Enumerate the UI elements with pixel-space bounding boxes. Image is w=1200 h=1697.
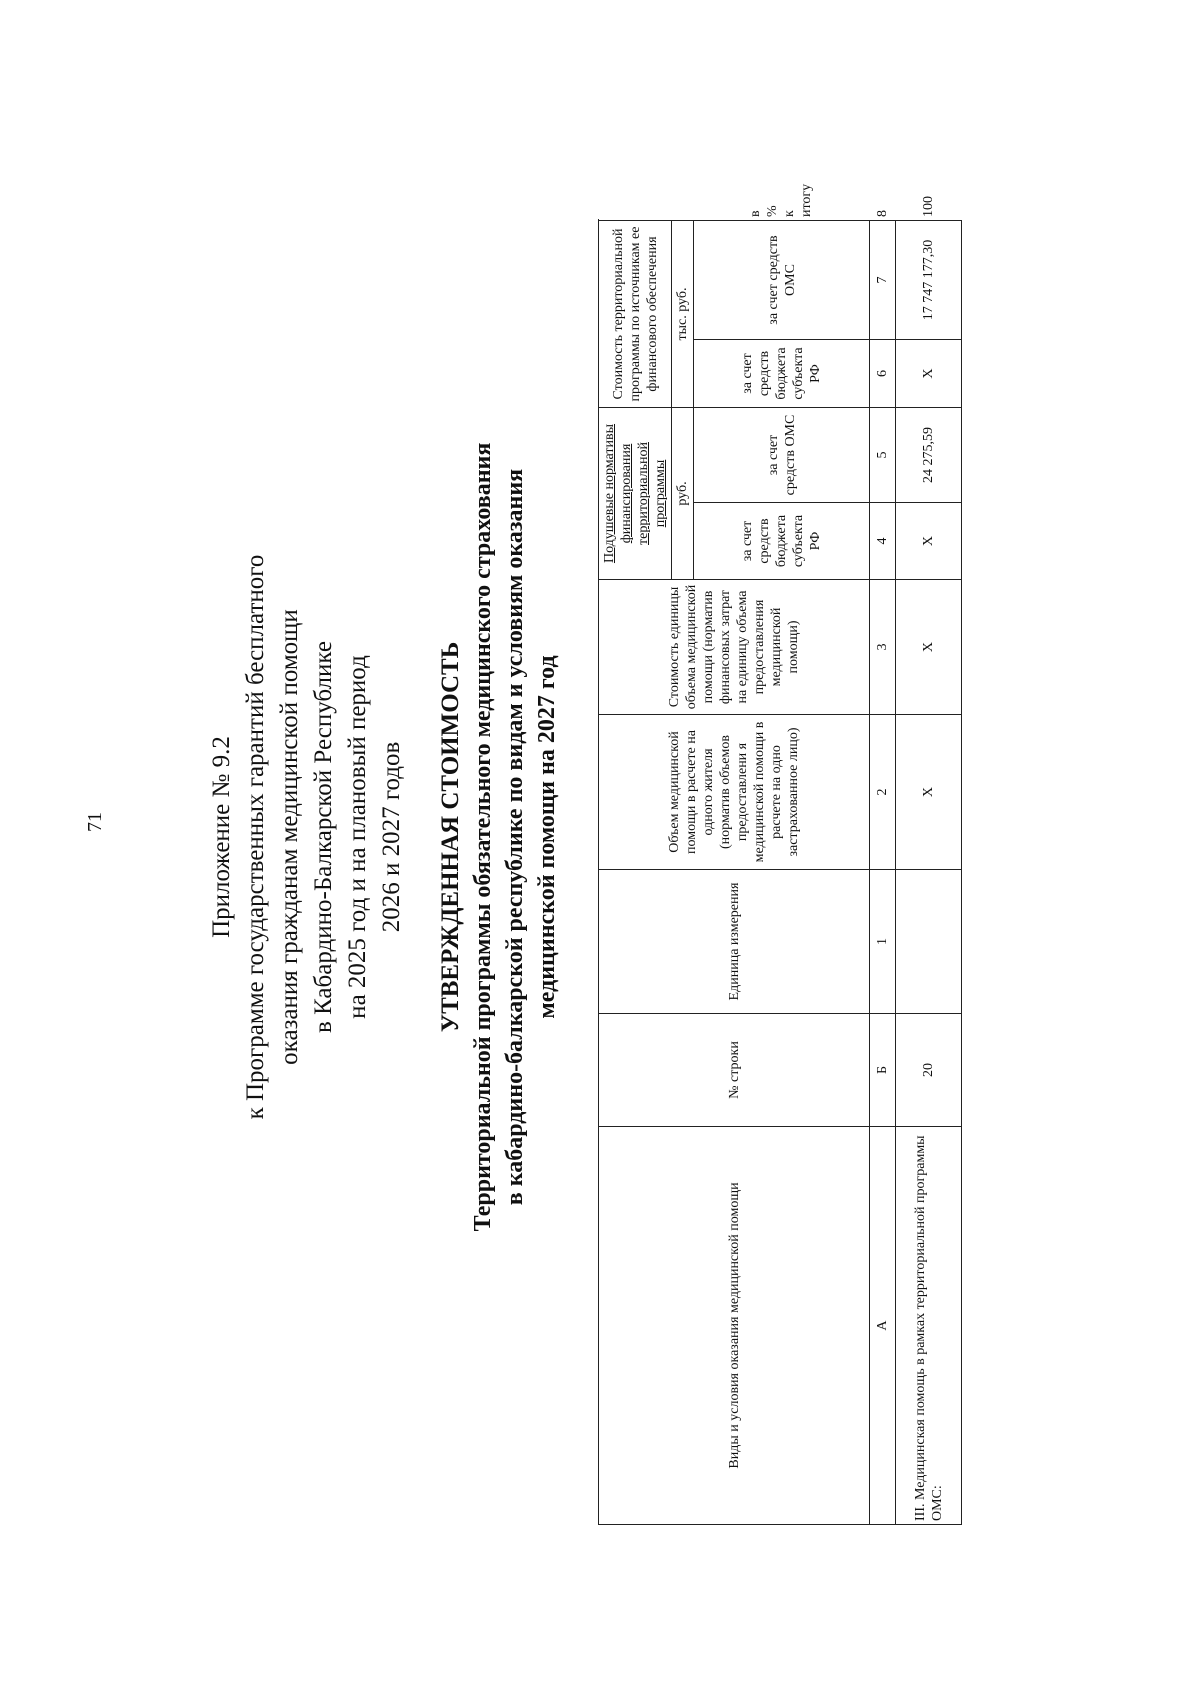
index-cell: 7: [870, 221, 896, 340]
document-title: [435, 407, 563, 1267]
appendix-line: оказания гражданам медицинской помощи: [276, 609, 303, 1065]
appendix-header: [205, 517, 409, 1157]
index-row: А Б 1 2 3 4 5 6 7 8: [870, 221, 896, 1525]
header-per-capita-oms: за счет средств ОМС: [694, 408, 870, 503]
header-per-capita: Подушевые нормативы финансирования территориальной программы: [599, 408, 672, 580]
row-volume: Х: [896, 715, 962, 870]
appendix-line: в Кабардино-Балкарской Республике: [310, 641, 337, 1033]
row-number: 20: [896, 1014, 962, 1127]
header-unit-cost: Стоимость единицы объема медицинской помощи (норматив финансовых затрат на единицу объема предоставления медицинской помощи): [599, 580, 870, 715]
row-unit-cost: Х: [896, 580, 962, 715]
header-rub: руб.: [672, 408, 694, 580]
page-number: 71: [84, 812, 106, 832]
row-cost-budget: Х: [896, 340, 962, 408]
header-volume: Объем медицинской помощи в расчете на одного жителя (норматив объемов предоставлени я медицинской помощи в расчете на одно застрахованное лицо): [599, 715, 870, 870]
header-unit: Единица измерения: [599, 870, 870, 1014]
cost-table: Виды и условия оказания медицинской помощи № строки Единица измерения Объем медицинской помощи в расчете на одного жителя (норматив объемов предоставлени я медицинской помощи в расчете на одно застрахованное лицо) Стоимость единицы объема медицинской помощи (норматив финансовых затрат на единицу объема предоставления медицинской помощи) Подушевые нормативы финансирования территориальной программы Стоимость территориальной программы по источникам ее финансового обеспечения руб. тыс. руб. за счет средств бюджета субъекта РФ за счет средств ОМС за счет средств бюджета субъекта РФ за счет средств ОМС в % к итогу А Б 1 2 3 4 5 6 7 8 III. Медицинская помощь в рамках территориальной программы ОМС: 20 Х Х Х 24 275,59 Х 17 747 177,30 100: [598, 220, 962, 1525]
index-cell: А: [870, 1127, 896, 1525]
title-line: медицинской помощи на 2027 год: [534, 655, 560, 1019]
index-cell: 4: [870, 503, 896, 580]
appendix-line: 2026 и 2027 годов: [378, 741, 405, 933]
row-cost-oms: 17 747 177,30: [896, 221, 962, 340]
index-cell: 6: [870, 340, 896, 408]
header-per-capita-budget: за счет средств бюджета субъекта РФ: [694, 503, 870, 580]
index-cell: 5: [870, 408, 896, 503]
title-line: в кабардино-балкарской республике по видам и условиям оказания: [502, 468, 528, 1206]
index-cell: Б: [870, 1014, 896, 1127]
header-cost-budget: за счет средств бюджета субъекта РФ: [694, 340, 870, 408]
header-kinds: Виды и условия оказания медицинской помощи: [599, 1127, 870, 1525]
header-thousand-rub: тыс. руб.: [672, 221, 694, 408]
header-cost-total: Стоимость территориальной программы по источникам ее финансового обеспечения: [599, 221, 672, 408]
appendix-line: на 2025 год и на плановый период: [344, 655, 371, 1019]
appendix-line: к Программе государственных гарантий бесплатного: [242, 554, 269, 1120]
title-line: Территориальной программы обязательного медицинского страхования: [470, 442, 496, 1232]
index-cell: 1: [870, 870, 896, 1014]
row-per-capita-oms: 24 275,59: [896, 408, 962, 503]
title-main: УТВЕРЖДЕННАЯ СТОИМОСТЬ: [437, 641, 464, 1033]
row-unit: [896, 870, 962, 1014]
index-cell: 3: [870, 580, 896, 715]
index-cell: 2: [870, 715, 896, 870]
row-name: III. Медицинская помощь в рамках территориальной программы ОМС:: [896, 1127, 962, 1525]
table-row: III. Медицинская помощь в рамках территориальной программы ОМС: 20 Х Х Х 24 275,59 Х 17 747 177,30 100: [896, 221, 962, 1525]
row-per-capita-budget: Х: [896, 503, 962, 580]
header-row-no: № строки: [599, 1014, 870, 1127]
header-cost-oms: за счет средств ОМС: [694, 221, 870, 340]
appendix-line: Приложение № 9.2: [208, 736, 235, 938]
